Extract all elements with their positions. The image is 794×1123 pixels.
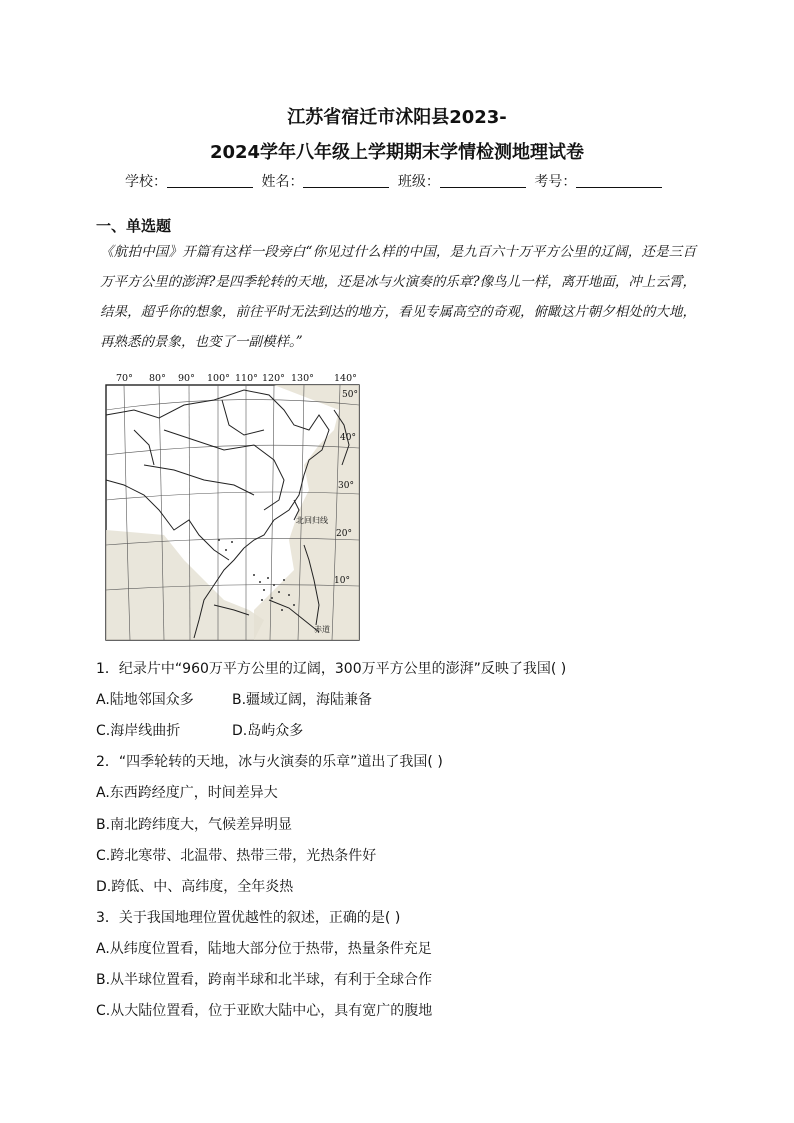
- lon-label-90: 90°: [178, 373, 195, 384]
- lon-label-120: 120°: [262, 373, 285, 384]
- question-3-option-b[interactable]: B.从半球位置看，跨南半球和北半球，有利于全球合作: [96, 972, 433, 988]
- school-blank[interactable]: [167, 173, 253, 188]
- question-3-option-c[interactable]: C.从大陆位置看，位于亚欧大陆中心，具有宽广的腹地: [96, 1003, 433, 1019]
- question-2-option-a[interactable]: A.东西跨经度广，时间差异大: [96, 785, 278, 801]
- exam-number-label: 考号：: [534, 174, 577, 190]
- lat-label-20: 20°: [336, 529, 352, 539]
- name-label: 姓名：: [261, 174, 304, 190]
- school-label: 学校：: [125, 174, 167, 190]
- china-map-figure: [104, 370, 362, 642]
- question-2-stem: 2．“四季轮转的天地，冰与火演奏的乐章”道出了我国( ): [96, 754, 443, 770]
- question-2-option-b[interactable]: B.南北跨纬度大，气候差异明显: [96, 817, 293, 833]
- class-label: 班级：: [397, 174, 440, 190]
- lon-label-110: 110°: [235, 373, 258, 384]
- lon-label-80: 80°: [149, 373, 166, 384]
- intro-passage: 《航拍中国》开篇有这样一段旁白“你见过什么样的中国，是九百六十万平方公里的辽阔，还是三百万平方公里的澎湃?是四季轮转的天地，还是冰与火演奏的乐章?像鸟儿一样，离开地面，冲上云霄，结果，超乎你的想象，前往平时无法到达的地方，看见专属高空的奇观，俯瞰这片朝夕相处的大地，再熟悉的景象，也变了一副模样。”: [100, 244, 696, 350]
- question-2-option-c[interactable]: C.跨北寒带、北温带、热带三带，光热条件好: [96, 848, 377, 864]
- question-2-option-d[interactable]: D.跨低、中、高纬度，全年炎热: [96, 879, 294, 895]
- name-blank[interactable]: [303, 173, 389, 188]
- lat-label-10: 10°: [334, 576, 350, 586]
- lat-label-30: 30°: [338, 481, 354, 491]
- lat-label-40: 40°: [340, 433, 356, 443]
- exam-title-line2: 2024学年八年级上学期期末学情检测地理试卷: [209, 142, 585, 163]
- student-info-line: [125, 171, 666, 191]
- question-1-option-b[interactable]: B.疆域辽阔，海陆兼备: [232, 692, 373, 708]
- question-1-option-c[interactable]: C.海岸线曲折: [96, 723, 181, 739]
- question-1-stem: 1．纪录片中“960万平方公里的辽阔，300万平方公里的澎湃”反映了我国( ): [96, 661, 567, 677]
- question-3-option-a[interactable]: A.从纬度位置看，陆地大部分位于热带，热量条件充足: [96, 941, 432, 957]
- tropic-label: 北回归线: [296, 516, 328, 525]
- equator-label: 赤道: [314, 625, 330, 634]
- question-1-option-a[interactable]: A.陆地邻国众多: [96, 692, 194, 708]
- lat-label-50: 50°: [342, 390, 358, 400]
- exam-number-blank[interactable]: [576, 173, 662, 188]
- question-3-stem: 3．关于我国地理位置优越性的叙述，正确的是( ): [96, 910, 401, 926]
- question-1-option-d[interactable]: D.岛屿众多: [232, 723, 304, 739]
- lon-label-100: 100°: [207, 373, 230, 384]
- lon-label-140: 140°: [334, 373, 357, 384]
- lon-label-130: 130°: [291, 373, 314, 384]
- class-blank[interactable]: [440, 173, 526, 188]
- lon-label-70: 70°: [116, 373, 133, 384]
- section-heading: 一、单选题: [96, 217, 172, 235]
- exam-title-line1: 江苏省宿迁市沭阳县2023-: [287, 107, 507, 128]
